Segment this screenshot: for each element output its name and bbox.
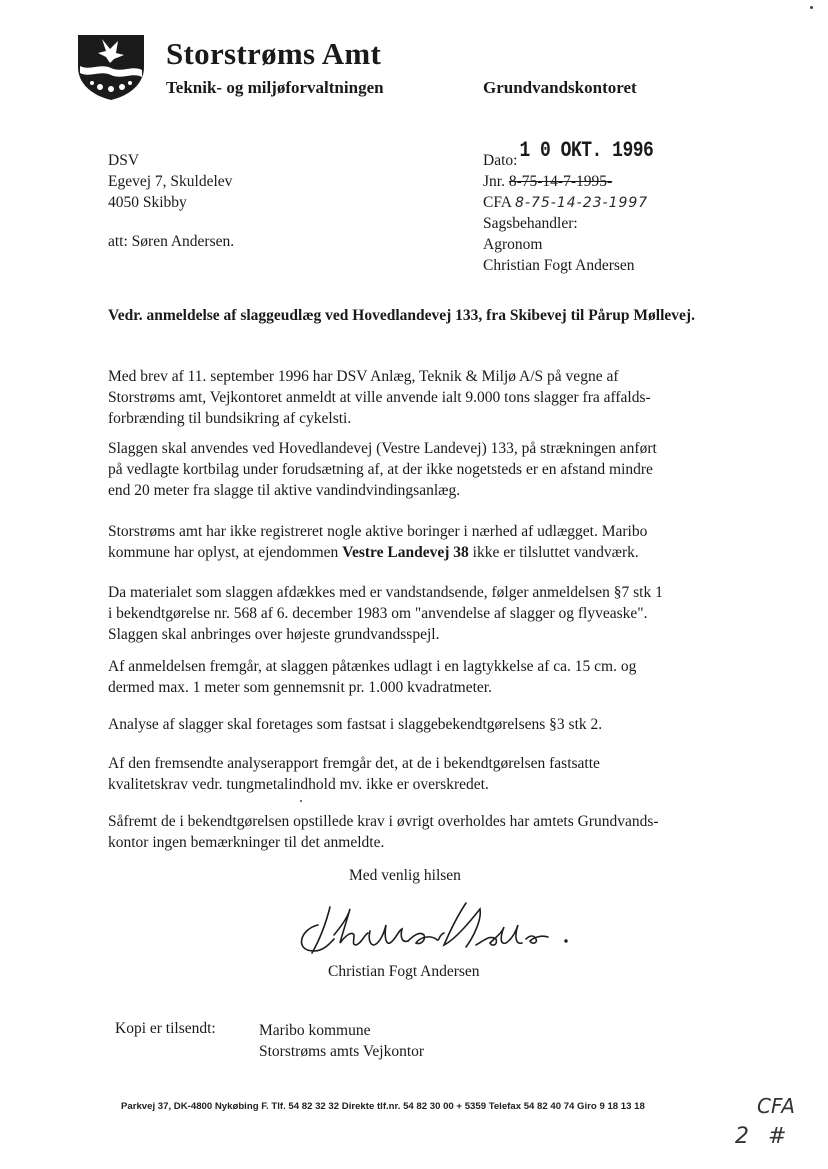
- text-line: [108, 542, 696, 563]
- text-segment: kommune har oplyst, at ejendommen: [108, 544, 343, 561]
- organization-name: Storstrøms Amt: [166, 36, 382, 71]
- recipient-name: DSV: [108, 152, 140, 169]
- text-line: Med brev af 11. september 1996 har DSV Anlæg, Teknik & Miljø A/S på vegne af: [108, 368, 619, 385]
- text-line: kvalitetskrav vedr. tungmetalindhold mv. ikke er overskredet.: [108, 776, 489, 793]
- recipient-address: [108, 150, 232, 213]
- body-paragraph-4: [108, 582, 696, 645]
- copies-label: Kopi er tilsendt:: [115, 1020, 216, 1037]
- body-paragraph-3: [108, 521, 696, 563]
- caseworker-label: Sagsbehandler:: [483, 215, 578, 232]
- copy-recipient: Storstrøms amts Vejkontor: [259, 1043, 425, 1060]
- caseworker-title: Agronom: [483, 236, 543, 253]
- cfa-handwritten-value: 8-75-14-23-1997: [515, 195, 649, 211]
- closing-salutation: Med venlig hilsen: [349, 867, 461, 884]
- text-line: dermed max. 1 meter som gennemsnit pr. 1.000 kvadratmeter.: [108, 679, 492, 696]
- county-coat-of-arms-icon: [76, 33, 146, 101]
- scan-speck: [810, 6, 813, 9]
- property-address: Vestre Landevej 38: [342, 544, 469, 561]
- text-line: på vedlagte kortbilag under forudsætning af, at der ikke nogetsteds er en afstand mindre: [108, 461, 653, 478]
- contact-footer: Parkvej 37, DK-4800 Nykøbing F. Tlf. 54 82 32 32 Direkte tlf.nr. 54 82 30 00 + 5359 Telefax 54 82 40 74 Giro 9 18 13 18: [121, 1101, 645, 1112]
- jnr-struck-value: 8-75-14-7-1995-: [508, 173, 613, 190]
- department-name: Teknik- og miljøforvaltningen: [166, 78, 384, 97]
- reference-block: [483, 138, 654, 276]
- text-line: Storstrøms amt har ikke registreret nogle aktive boringer i nærhed af udlægget. Maribo: [108, 523, 648, 540]
- text-line: Såfremt de i bekendtgørelsen opstillede krav i øvrigt overholdes har amtets Grundvands-: [108, 813, 659, 830]
- text-line: i bekendtgørelse nr. 568 af 6. december 1983 om "anvendelse af slagger og flyveaske".: [108, 605, 648, 622]
- body-paragraph-8: [108, 811, 696, 853]
- recipient-street: Egevej 7, Skuldelev: [108, 173, 233, 190]
- cfa-label: CFA: [483, 194, 512, 211]
- subject-line: Vedr. anmeldelse af slaggeudlæg ved Hovedlandevej 133, fra Skibevej til Pårup Møllevej.: [108, 307, 695, 324]
- margin-initials: CFA: [757, 1094, 795, 1118]
- text-line: Slaggen skal anvendes ved Hovedlandevej (Vestre Landevej) 133, på strækningen anført: [108, 440, 657, 457]
- date-row: [483, 138, 654, 171]
- body-paragraph-1: [108, 366, 696, 429]
- text-line: Af den fremsendte analyserapport fremgår det, at de i bekendtgørelsen fastsatte: [108, 755, 600, 772]
- body-paragraph-2: [108, 438, 696, 501]
- attention-line: att: Søren Andersen.: [108, 233, 235, 250]
- body-paragraph-7: [108, 753, 696, 795]
- cfa-row: [483, 192, 653, 213]
- body-paragraph-6: [108, 714, 696, 735]
- copies-list: [259, 1020, 424, 1062]
- text-line: Da materialet som slaggen afdækkes med er vandstandsende, følger anmeldelsen §7 stk 1: [108, 584, 663, 601]
- text-line: Slaggen skal anbringes over højeste grundvandsspejl.: [108, 626, 440, 643]
- signer-name: Christian Fogt Andersen: [328, 963, 480, 980]
- text-segment: ikke er tilsluttet vandværk.: [468, 544, 639, 561]
- office-name: Grundvandskontoret: [483, 78, 637, 97]
- margin-page-mark: 2 #: [735, 1124, 793, 1149]
- text-line: forbrænding til bundsikring af cykelsti.: [108, 410, 352, 427]
- body-paragraph-5: [108, 656, 696, 698]
- copy-recipient: Maribo kommune: [259, 1022, 371, 1039]
- text-line: Analyse af slagger skal foretages som fastsat i slaggebekendtgørelsens §3 stk 2.: [108, 716, 603, 733]
- handwritten-signature: [290, 895, 580, 965]
- date-stamp: 1 0 OKT. 1996: [519, 138, 654, 164]
- caseworker-name: Christian Fogt Andersen: [483, 257, 635, 274]
- text-line: end 20 meter fra slagge til aktive vandindvindingsanlæg.: [108, 482, 461, 499]
- scan-speck: [300, 800, 302, 802]
- jnr-row: [483, 171, 653, 192]
- jnr-label: Jnr.: [483, 173, 505, 190]
- date-label: Dato:: [483, 152, 518, 169]
- text-line: Storstrøms amt, Vejkontoret anmeldt at ville anvende ialt 9.000 tons slagger fra affalds-: [108, 389, 651, 406]
- recipient-city: 4050 Skibby: [108, 194, 187, 211]
- text-line: kontor ingen bemærkninger til det anmeldte.: [108, 834, 385, 851]
- text-line: Af anmeldelsen fremgår, at slaggen påtænkes udlagt i en lagtykkelse af ca. 15 cm. og: [108, 658, 637, 675]
